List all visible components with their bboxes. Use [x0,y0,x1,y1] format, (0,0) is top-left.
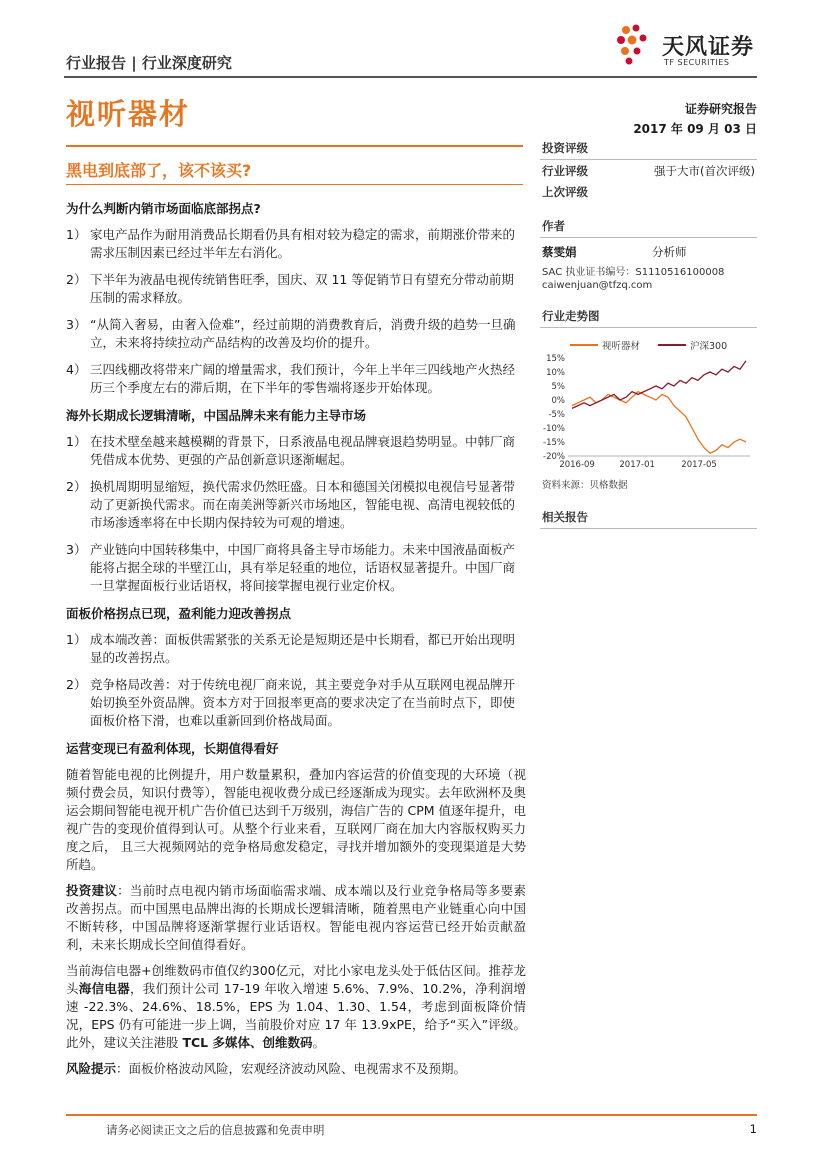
item-text: 产业链向中国转移集中，中国厂商将具备主导市场能力。未来中国液晶面板产能将占据全球的半壁江山，具有举足轻重的地位，话语权显著提升。中国厂商一旦掌握面板行业话语权，将间接掌握电视行业定价权。 [90,542,516,593]
author-cert: SAC 执业证书编号：S1110516100008 [542,267,725,278]
list-item [66,226,526,262]
rating-heading: 投资评级 [540,138,757,160]
main-content [66,198,526,1086]
item-number: 2） [66,677,87,692]
prev-rating-row [540,181,757,202]
industry-rating-row [540,160,757,181]
page-number: 1 [749,1122,757,1136]
x-tick-label: 2016-09 [559,460,595,470]
sector-title: 视听器材 [66,97,191,131]
item-text: 在技术壁垒越来越模糊的背景下，日系液晶电视品牌衰退趋势明显。中韩厂商凭借成本优势、更强的产品创新意识逐渐崛起。 [90,434,516,467]
y-tick-label: -5% [548,410,565,420]
item-number: 2） [66,479,87,494]
section-1 [66,200,526,397]
title-rule-bottom [66,184,523,185]
item-number: 1） [66,434,87,449]
trend-chart-svg [540,332,757,472]
item-text: 下半年为液晶电视传统销售旺季，国庆、双 11 等促销节日有望充分带动前期压制的需求释放。 [90,272,514,305]
item-text: 换机周期明显缩短，换代需求仍然旺盛。日本和德国关闭模拟电视信号显著带动了更新换代需求。而在南美洲等新兴市场地区，智能电视、高清电视较低的市场渗透率将在中长期内保持较为可观的增速。 [90,479,516,530]
y-tick-label: -15% [543,438,565,448]
list-item [66,433,526,469]
item-text: 成本端改善：面板供需紧张的关系无论是短期还是中长期看，都已开始出现明显的改善拐点。 [90,632,516,665]
section-heading: 运营变现已有盈利体现，长期值得看好 [66,741,279,756]
y-tick-label: -10% [543,424,565,434]
sidebar [540,138,757,529]
chart-legend [570,340,727,352]
title-rule-top [66,145,523,147]
author-title: 分析师 [652,245,687,259]
report-category: 行业报告 | 行业深度研究 [66,54,232,72]
author-heading: 作者 [540,216,757,238]
trend-heading: 行业走势图 [540,306,757,328]
list-item [66,478,526,532]
hk-stocks: TCL 多媒体、创维数码 [182,1035,313,1050]
logo-text-cn: 天风证券 [662,35,755,60]
list-item [66,676,526,730]
valuation-paragraph [66,962,526,1052]
series-line-hs300 [572,361,746,409]
item-text: 竞争格局改善：对于传统电视厂商来说，其主要竞争对手从互联网电视品牌开始切换至外资品牌。资本方对于回报率更高的要求决定了在当前时点下，即使面板价格下滑，也难以重新回到价格战局面。 [90,677,516,728]
section-4 [66,740,526,874]
y-tick-label: 5% [551,382,565,392]
investment-text: ：当前时点电视内销市场面临需求端、成本端以及行业竞争格局等多要素改善拐点。而中国黑电品牌出海的长期成长逻辑清晰，随着黑电产业链重心向中国不断转移，中国品牌将逐渐掌握行业话语权。智能电视内容运营已经开始贡献盈利，未来长期成长空间值得看好。 [66,883,526,952]
y-tick-label: -20% [543,452,565,462]
item-number: 3） [66,542,87,557]
tf-securities-logo [612,22,762,72]
list-item [66,361,526,397]
section-paragraph: 随着智能电视的比例提升，用户数量累积，叠加内容运营的价值变现的大环境（视频付费会员，知识付费等），智能电视收费分成已经逐渐成为现实。去年欧洲杯及奥运会期间智能电视开机广告价值已达到千万级别，海信广告的 CPM 值逐年提升，电视广告的变现价值得到认可。从整个行业来看，互联网厂商在加大内容版权购买力度之后， 且三大视频网站的竞争格局愈发稳定，寻找并增加额外的变现渠道是大势所趋。 [66,767,526,872]
series-line-sector [572,392,746,454]
risk-warning [66,1060,526,1078]
y-tick-label: 15% [546,354,565,364]
industry-rating-value: 强于大市(首次评级) [654,164,755,178]
report-date: 2017 年 09 月 03 日 [633,122,757,136]
valuation-text-2: ，我们预计公司 17-19 年收入增速 5.6%、7.9%、10.2%，净利润增速 -22.3%、24.6%、18.5%，EPS 为 1.04、1.30、1.54，考虑到面板降价情况，EPS 仍有可能进一步上调，当前股价对应 17 年 13.9xPE，给予“买入”评级。此外，建议关注港股 [66,981,526,1050]
author-name: 蔡雯娟 [542,245,577,259]
section-heading: 面板价格拐点已现，盈利能力迎改善拐点 [66,606,292,621]
prev-rating-label: 上次评级 [542,185,588,199]
list-item [66,631,526,667]
section-3 [66,605,526,730]
y-tick-label: 0% [551,396,565,406]
item-text: 家电产品作为耐用消费品长期看仍具有相对较为稳定的需求，前期涨价带来的需求压制因素已经过半年左右消化。 [90,227,516,260]
item-number: 4） [66,362,87,377]
legend-label-hs300: 沪深300 [690,341,728,352]
trend-chart [540,332,757,475]
investment-label: 投资建议 [66,883,118,898]
item-number: 3） [66,317,87,332]
list-item [66,541,526,595]
logo-text-en: TF SECURITIES [664,58,730,67]
logo-mark-icon [612,22,660,70]
investment-advice [66,882,526,954]
section-heading: 为什么判断内销市场面临底部拐点? [66,201,261,216]
item-number: 1） [66,227,87,242]
x-tick-label: 2017-05 [681,460,717,470]
list-item [66,316,526,352]
x-tick-label: 2017-01 [619,460,655,470]
item-number: 1） [66,632,87,647]
risk-text: ：面板价格波动风险，宏观经济波动风险、电视需求不及预期。 [116,1061,467,1076]
y-tick-label: 10% [546,368,565,378]
section-heading: 海外长期成长逻辑清晰，中国品牌未来有能力主导市场 [66,408,367,423]
company-name: 海信电器 [78,981,130,996]
item-number: 2） [66,272,87,287]
legend-label-sector: 视听器材 [602,341,641,352]
author-row [540,238,757,262]
related-heading: 相关报告 [540,507,757,529]
footer-disclaimer: 请务必阅读正文之后的信息披露和免责申明 [106,1123,325,1137]
valuation-text-3: 。 [312,1035,326,1050]
header-divider [64,76,757,78]
industry-rating-label: 行业评级 [542,164,588,178]
chart-source: 资料来源：贝格数据 [542,480,628,491]
report-type: 证券研究报告 [684,102,757,116]
valuation-text-1: 当前海信电器+创维数码市值仅约300亿元，对比小家电龙头处于低估区间。推荐龙头 [66,963,526,996]
item-text: “从简入奢易，由奢入俭难”，经过前期的消费教育后，消费升级的趋势一旦确立，未来将持续拉动产品结构的改善及均价的提升。 [90,317,516,350]
risk-label: 风险提示 [66,1061,117,1076]
author-email[interactable]: caiwenjuan@tfzq.com [542,280,653,291]
list-item [66,271,526,307]
report-title: 黑电到底部了，该不该买? [66,161,252,180]
footer-divider [66,1114,757,1116]
section-2 [66,407,526,595]
item-text: 三四线棚改将带来广阔的增量需求，我们预计，今年上半年三四线地产火热经历三个季度左右的滞后期，在下半年的零售端将逐步开始体现。 [90,362,516,395]
